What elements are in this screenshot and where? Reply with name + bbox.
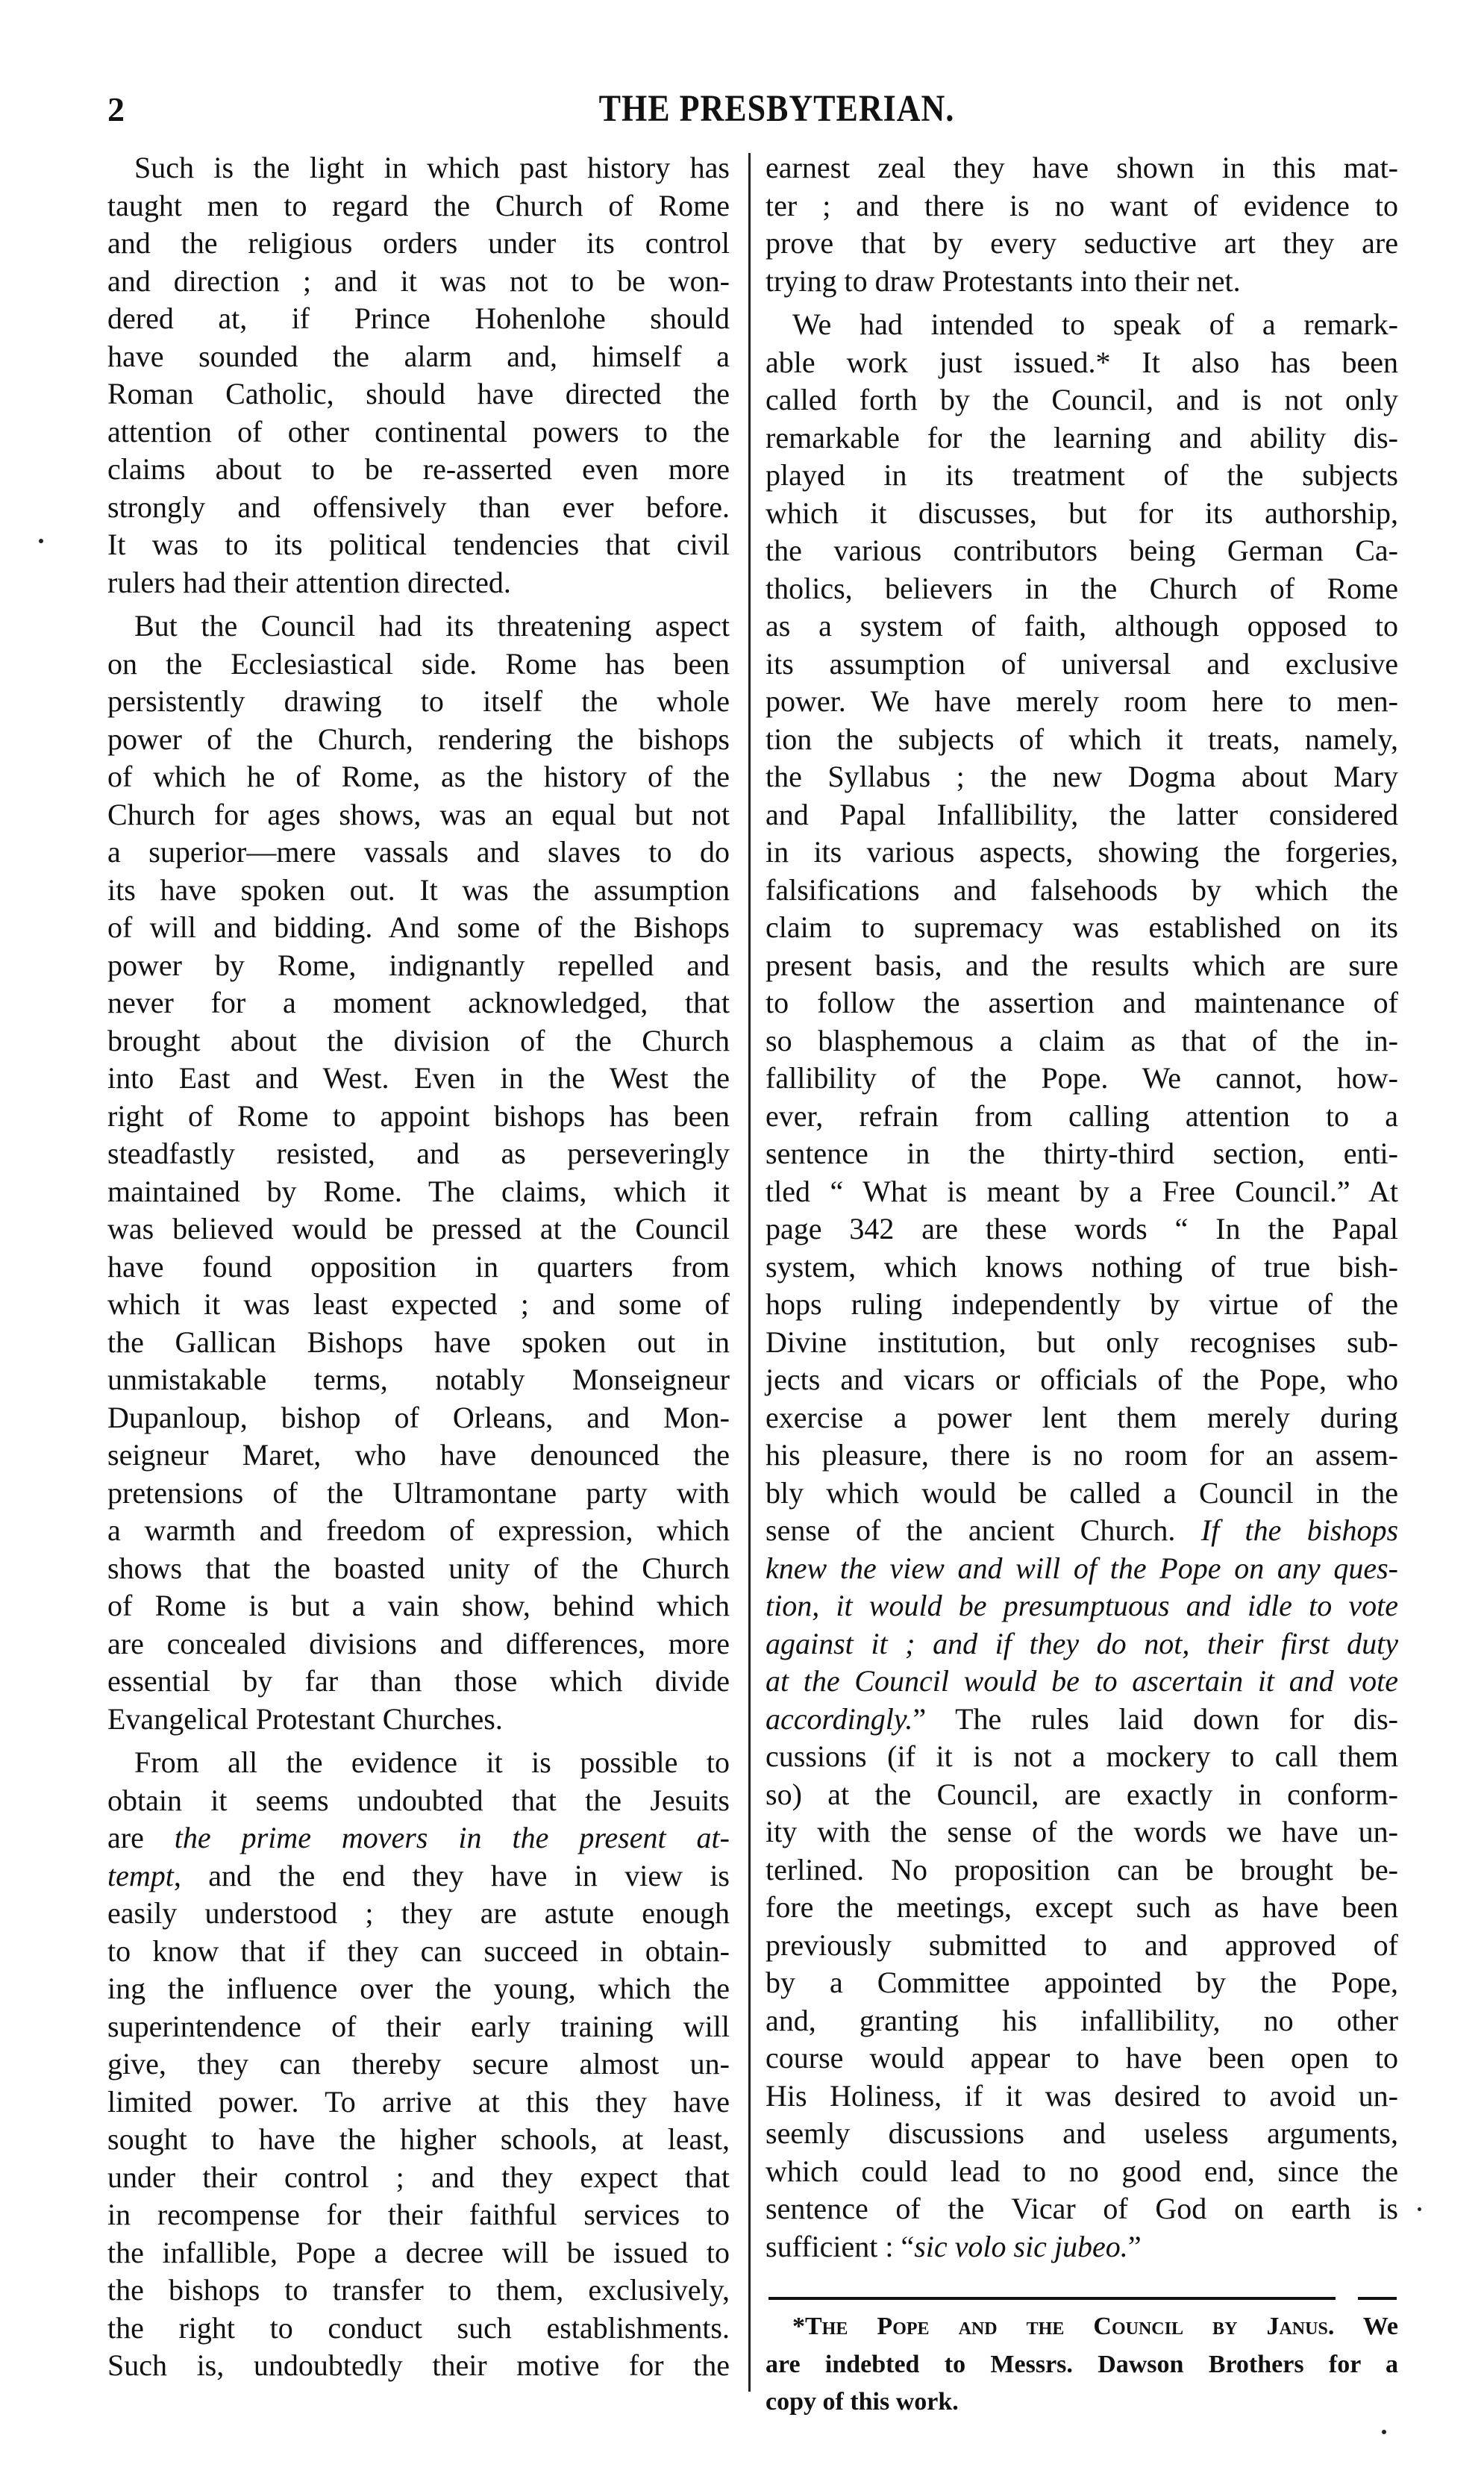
footnote-line: are indebted to Messrs. Dawson Brothers for a: [766, 2350, 1398, 2378]
text-line: have found opposition in quarters from: [107, 1249, 730, 1284]
text-line: under their control ; and they expect that: [107, 2160, 730, 2194]
text-line: the bishops to transfer to them, exclusively,: [107, 2273, 730, 2307]
text-line: hops ruling independently by virtue of the: [766, 1287, 1398, 1321]
text-line: previously submitted to and approved of: [766, 1928, 1398, 1962]
text-line: ity with the sense of the words we have un-: [766, 1815, 1398, 1848]
text-line: a superior—mere vassals and slaves to do: [107, 835, 730, 869]
italic-text: knew the view and will of the Pope on any ques-: [766, 1551, 1398, 1585]
text-line: fore the meetings, except such as have been: [766, 1890, 1398, 1924]
text-line: right of Rome to appoint bishops has been: [107, 1098, 730, 1133]
footnote-rule-short: [1358, 2297, 1397, 2300]
paragraph: [766, 149, 1398, 300]
text-line: taught men to regard the Church of Rome: [107, 188, 730, 222]
text-line: sentence of the Vicar of God on earth is: [766, 2192, 1398, 2225]
text-line: [766, 1587, 1398, 1625]
text-line: and, granting his infallibility, no other: [766, 2003, 1398, 2037]
text-line: the right to conduct such establishments.: [107, 2310, 730, 2345]
text-line: never for a moment acknowledged, that: [107, 986, 730, 1019]
text-line: prove that by every seductive art they are: [766, 226, 1398, 260]
left-column: [107, 149, 730, 2385]
paragraph: [107, 149, 730, 601]
text-line: to follow the assertion and maintenance of: [766, 986, 1398, 1019]
text-line: of Rome is but a vain show, behind which: [107, 1589, 730, 1622]
footnote: [766, 2310, 1398, 2424]
print-speck: [1382, 2430, 1386, 2434]
italic-text: sic volo sic jubeo.: [914, 2229, 1128, 2263]
italic-text: accordingly.: [766, 1701, 913, 1736]
text-line: jects and vicars or officials of the Pope, who: [766, 1363, 1398, 1396]
text-line: superintendence of their early training will: [107, 2009, 730, 2043]
text-line: power of the Church, rendering the bishops: [107, 722, 730, 756]
text-line: the various contributors being German Ca-: [766, 534, 1398, 567]
text-line: cussions (if it is not a mockery to call them: [766, 1739, 1398, 1773]
text-line: ever, refrain from calling attention to a: [766, 1098, 1398, 1133]
text-line: Evangelical Protestant Churches.: [107, 1701, 503, 1736]
text-line: His Holiness, if it was desired to avoid un-: [766, 2078, 1398, 2113]
text-segment: sufficient : “: [766, 2229, 915, 2263]
text-line: able work just issued.* It also has been: [766, 345, 1398, 379]
text-line: But the Council had its threatening aspect: [134, 609, 730, 643]
italic-text: the prime movers in the present at-: [174, 1821, 730, 1854]
text-line: Such is the light in which past history has: [134, 151, 730, 184]
text-line: [766, 1625, 1398, 1663]
text-line: Divine institution, but only recognises sub-: [766, 1325, 1398, 1359]
text-segment: sense of the ancient Church.: [766, 1513, 1201, 1547]
text-line: [766, 2228, 1398, 2266]
text-line: unmistakable terms, notably Monseigneur: [107, 1363, 730, 1396]
page-number: 2: [107, 90, 125, 128]
text-line: in its various aspects, showing the forgeries,: [766, 835, 1398, 869]
text-line: essential by far than those which divide: [107, 1664, 730, 1698]
text-line: seigneur Maret, who have denounced the: [107, 1438, 730, 1472]
text-line: played in its treatment of the subjects: [766, 458, 1398, 492]
footnote-rule: [768, 2297, 1336, 2300]
text-line: present basis, and the results which are sure: [766, 948, 1398, 982]
text-line: trying to draw Protestants into their net.: [766, 263, 1241, 298]
text-line: power. We have merely room here to men-: [766, 684, 1398, 718]
text-line: which it discusses, but for its authorship,: [766, 495, 1398, 530]
text-line: [766, 1701, 1398, 1739]
text-line: which could lead to no good end, since the: [766, 2154, 1398, 2188]
footnote-title: *The Pope and the Council by Janus.: [792, 2313, 1335, 2340]
running-header: [107, 87, 1446, 134]
italic-text: against it ; and if they do not, their first duty: [766, 1626, 1398, 1660]
text-line: have sounded the alarm and, himself a: [107, 339, 730, 373]
text-line: [766, 1512, 1398, 1550]
footnote-line: [766, 2310, 1398, 2348]
print-speck: [1418, 2207, 1421, 2211]
text-line: sought to have the higher schools, at least,: [107, 2122, 730, 2156]
text-line: the infallible, Pope a decree will be issued to: [107, 2235, 730, 2269]
text-line: remarkable for the learning and ability dis-: [766, 420, 1398, 454]
text-line: It was to its political tendencies that civil: [107, 528, 730, 561]
text-line: give, they can thereby secure almost un-: [107, 2047, 730, 2080]
text-segment: ”: [1127, 2229, 1142, 2263]
text-line: was believed would be pressed at the Council: [107, 1212, 730, 1245]
text-line: which it was least expected ; and some of: [107, 1287, 730, 1321]
text-line: Roman Catholic, should have directed the: [107, 377, 730, 410]
text-line: sentence in the thirty-third section, enti-: [766, 1137, 1398, 1170]
text-line: pretensions of the Ultramontane party with: [107, 1475, 730, 1510]
right-column: [766, 149, 1398, 2266]
italic-text: tempt: [107, 1858, 174, 1892]
publication-title: THE PRESBYTERIAN.: [598, 87, 955, 130]
text-line: [107, 1857, 730, 1895]
text-line: claim to supremacy was established on its: [766, 910, 1398, 944]
text-line: as a system of faith, although opposed to: [766, 609, 1398, 643]
text-line: his pleasure, there is no room for an assem-: [766, 1438, 1398, 1472]
text-line: the Syllabus ; the new Dogma about Mary: [766, 760, 1398, 793]
text-line: persistently drawing to itself the whole: [107, 684, 730, 718]
text-line: its assumption of universal and exclusive: [766, 646, 1398, 681]
text-line: rulers had their attention directed.: [107, 565, 511, 599]
text-line: of which he of Rome, as the history of the: [107, 760, 730, 793]
text-line: are concealed divisions and differences, more: [107, 1626, 730, 1660]
text-line: and the religious orders under its control: [107, 226, 730, 260]
text-line: and Papal Infallibility, the latter considered: [766, 797, 1398, 831]
footnote-text: We: [1362, 2313, 1399, 2340]
italic-text: at the Council would be to ascertain it and vote: [766, 1664, 1398, 1698]
text-line: earnest zeal they have shown in this mat-: [766, 151, 1398, 184]
paragraph: [107, 607, 730, 1738]
text-segment: ” The rules laid down for dis-: [912, 1701, 1398, 1736]
text-line: so blasphemous a claim as that of the in-: [766, 1023, 1398, 1057]
text-line: on the Ecclesiastical side. Rome has been: [107, 646, 730, 681]
text-line: ter ; and there is no want of evidence to: [766, 188, 1398, 222]
text-line: dered at, if Prince Hohenlohe should: [107, 301, 730, 335]
text-line: its have spoken out. It was the assumption: [107, 872, 730, 907]
text-line: terlined. No proposition can be brought be-: [766, 1852, 1398, 1886]
text-line: maintained by Rome. The claims, which it: [107, 1174, 730, 1208]
text-line: in recompense for their faithful services to: [107, 2198, 730, 2231]
column-divider: [748, 153, 751, 2392]
text-line: [107, 1819, 730, 1857]
text-line: claims about to be re-asserted even more: [107, 452, 730, 486]
text-line: a warmth and freedom of expression, which: [107, 1513, 730, 1547]
paragraph: [107, 1744, 730, 2385]
text-line: page 342 are these words “ In the Papal: [766, 1212, 1398, 1245]
text-line: Church for ages shows, was an equal but not: [107, 797, 730, 831]
text-line: strongly and offensively than ever before.: [107, 490, 730, 524]
text-line: of will and bidding. And some of the Bishops: [107, 910, 730, 944]
text-line: power by Rome, indignantly repelled and: [107, 948, 730, 982]
text-line: and direction ; and it was not to be won-: [107, 263, 730, 298]
text-line: tholics, believers in the Church of Rome: [766, 571, 1398, 605]
text-line: by a Committee appointed by the Pope,: [766, 1966, 1398, 1999]
text-line: exercise a power lent them merely during: [766, 1400, 1398, 1434]
text-line: brought about the division of the Church: [107, 1023, 730, 1057]
text-line: into East and West. Even in the West the: [107, 1061, 730, 1095]
text-line: From all the evidence it is possible to: [134, 1745, 730, 1779]
text-line: the Gallican Bishops have spoken out in: [107, 1325, 730, 1359]
text-line: tled “ What is meant by a Free Council.” At: [766, 1174, 1398, 1208]
text-line: fallibility of the Pope. We cannot, how-: [766, 1061, 1398, 1095]
text-line: course would appear to have been open to: [766, 2041, 1398, 2075]
footnote-line: copy of this work.: [766, 2388, 959, 2416]
text-line: limited power. To arrive at this they have: [107, 2084, 730, 2119]
text-segment: are: [107, 1821, 175, 1854]
text-line: shows that the boasted unity of the Church: [107, 1551, 730, 1585]
italic-text: tion, it would be presumptuous and idle to vote: [766, 1589, 1398, 1622]
text-line: obtain it seems undoubted that the Jesuits: [107, 1783, 730, 1817]
text-line: We had intended to speak of a remark-: [792, 307, 1398, 341]
text-line: called forth by the Council, and is not only: [766, 383, 1398, 416]
italic-text: If the bishops: [1200, 1513, 1399, 1547]
paragraph: [766, 306, 1398, 2266]
print-speck: [39, 539, 43, 543]
text-line: falsifications and falsehoods by which the: [766, 872, 1398, 907]
text-line: steadfastly resisted, and as perseveringly: [107, 1137, 730, 1170]
text-line: to know that if they can succeed in obtain-: [107, 1933, 730, 1968]
text-line: ing the influence over the young, which the: [107, 1972, 730, 2005]
text-line: easily understood ; they are astute enough: [107, 1896, 730, 1930]
text-line: bly which would be called a Council in the: [766, 1475, 1398, 1510]
text-line: attention of other continental powers to the: [107, 414, 730, 448]
text-segment: , and the end they have in view is: [173, 1858, 730, 1892]
text-line: system, which knows nothing of true bish-: [766, 1249, 1398, 1284]
text-line: Such is, undoubtedly their motive for the: [107, 2348, 730, 2382]
text-line: Dupanloup, bishop of Orleans, and Mon-: [107, 1400, 730, 1434]
text-line: so) at the Council, are exactly in conform-: [766, 1777, 1398, 1811]
text-line: tion the subjects of which it treats, namely,: [766, 722, 1398, 756]
text-line: [766, 1663, 1398, 1701]
text-line: seemly discussions and useless arguments,: [766, 2116, 1398, 2150]
text-line: [766, 1550, 1398, 1588]
